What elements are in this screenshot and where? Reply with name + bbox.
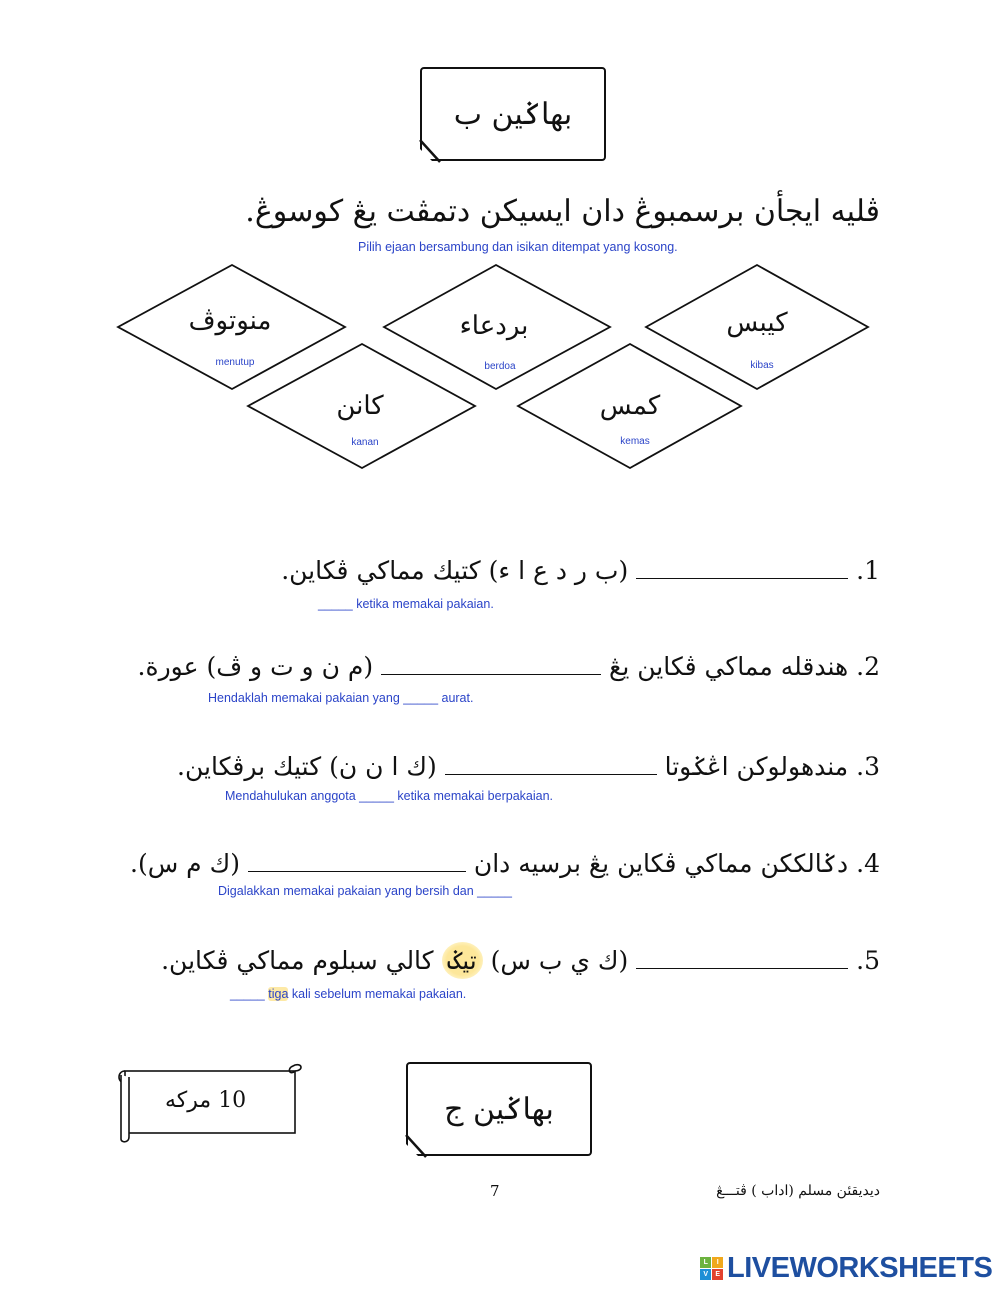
- diamond-word-5: كمس: [599, 391, 661, 421]
- diamond-hint-2: berdoa: [484, 361, 516, 372]
- box-corner-line-c: [400, 1129, 430, 1159]
- question-5-letters: (ك ي ب س): [490, 946, 629, 975]
- question-2-blank[interactable]: [381, 673, 601, 675]
- logo-block-i: I: [712, 1257, 723, 1268]
- liveworksheets-logo[interactable]: [700, 1252, 992, 1285]
- question-4-blank[interactable]: [248, 870, 466, 872]
- question-4-number: 4.: [856, 849, 880, 878]
- question-1-post: كتيك مماكي ڤكاين.: [281, 556, 481, 585]
- logo-blocks-icon: [700, 1257, 723, 1280]
- question-1-number: 1.: [856, 556, 880, 585]
- question-2-hint: Hendaklah memakai pakaian yang _____ aurat.: [208, 691, 474, 705]
- instruction-rumi: Pilih ejaan bersambung dan isikan ditempat yang kosong.: [358, 240, 678, 254]
- diamond-shapes: [0, 0, 1000, 480]
- question-5-hint-post: kali sebelum memakai pakaian.: [291, 987, 467, 1001]
- book-title: ديديقئن مسلم (اداب ) ڤتـــڠ: [716, 1183, 880, 1199]
- question-5-blank[interactable]: [636, 967, 848, 969]
- question-5-hint-pre: _____: [230, 987, 265, 1001]
- question-2-post: عورة.: [137, 652, 199, 681]
- diamond-hint-4: kanan: [351, 437, 379, 448]
- logo-block-e: E: [712, 1269, 723, 1280]
- question-1: [281, 556, 880, 585]
- question-1-letters: (ب ر د ع ا ء): [488, 556, 629, 585]
- logo-block-v: V: [700, 1269, 711, 1280]
- question-3-hint: Mendahulukan anggota _____ ketika memakai berpakaian.: [225, 789, 554, 803]
- question-5: [161, 946, 880, 975]
- diamond-word-1: منوتوڤ: [188, 306, 272, 336]
- question-4-hint: Digalakkan memakai pakaian yang bersih dan _____: [218, 884, 512, 898]
- marks-label: 10 مركه: [165, 1088, 247, 1113]
- logo-block-l: L: [700, 1257, 711, 1268]
- section-c-title: بهاݢين ج: [444, 1091, 554, 1127]
- question-2-pre: هندقله مماكي ڤكاين يڠ: [609, 652, 849, 681]
- question-3-post: كتيك برڤكاين.: [177, 752, 322, 781]
- question-1-hint: _____ ketika memakai pakaian.: [318, 597, 494, 611]
- question-5-hint-highlight: tiga: [268, 987, 289, 1001]
- question-2-letters: (م ن و ت و ڤ): [206, 652, 374, 681]
- diamond-word-4: كانن: [336, 391, 384, 421]
- question-3: [177, 752, 880, 781]
- diamond-hint-5: kemas: [620, 436, 650, 447]
- section-b-title: بهاݢين ب: [453, 96, 573, 132]
- question-1-blank[interactable]: [636, 577, 848, 579]
- question-5-hint: [230, 987, 466, 1001]
- question-5-highlight: تيݢ: [442, 942, 483, 979]
- question-4-pre: دݢالككن مماكي ڤكاين يڠ برسيه دان: [473, 849, 849, 878]
- diamond-hint-1: menutup: [215, 357, 255, 368]
- question-3-number: 3.: [856, 752, 880, 781]
- page-number: 7: [490, 1182, 500, 1200]
- question-3-letters: (ك ا ن ن): [329, 752, 437, 781]
- logo-text: LIVEWORKSHEETS: [727, 1252, 993, 1284]
- question-4-letters: (ك م س).: [130, 849, 240, 878]
- question-2-number: 2.: [856, 652, 880, 681]
- question-2: [138, 652, 880, 681]
- instruction-jawi: ڤليه ايجأن برسمبوڠ دان ايسيكن دتمڤت يڠ كوسوڠ.: [245, 194, 880, 229]
- question-3-blank[interactable]: [445, 773, 657, 775]
- section-c-title-box: [406, 1062, 592, 1156]
- question-4: [130, 849, 880, 878]
- diamond-word-3: كيبس: [726, 308, 788, 338]
- question-3-pre: مندهولوكن اڠݢوتا: [664, 752, 849, 781]
- diamond-hint-3: kibas: [750, 360, 774, 371]
- diamond-word-2: بردعاء: [459, 311, 529, 341]
- question-5-number: 5.: [856, 946, 880, 975]
- question-5-post: كالي سبلوم مماكي ڤكاين.: [161, 946, 434, 975]
